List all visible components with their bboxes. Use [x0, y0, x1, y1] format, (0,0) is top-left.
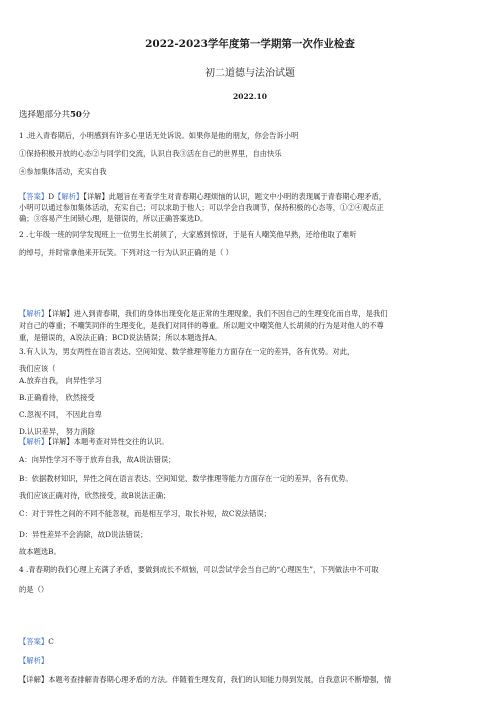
q3-stem: 3.有人认为，男女两性在语言表达、空间知觉、数学推理等能力方面存在一定的差异，各有优势。对此， — [19, 347, 355, 356]
q3-lead: 我们应该（ — [19, 364, 56, 373]
q1-analysis-text-1: 此题旨在考查学生对青春期心理烦恼的认识，题文中小明的表现属于青春期心理矛盾， — [108, 192, 387, 201]
section-score: 50 — [70, 110, 82, 120]
q1-answer: D — [48, 192, 55, 201]
q3-conclusion: 故本题选B。 — [19, 547, 61, 556]
q2-analysis-tag: 【解析】 — [19, 309, 49, 318]
q1-answer-tag: 【答案】 — [19, 192, 49, 201]
q4-stem: 4 .青春期的我们心理上充满了矛盾，要做到成长不烦恼，可以尝试学会当自己的“心理医生”，下列做法中不可取 — [19, 565, 379, 574]
q4-stem-cont: 的是（） — [19, 585, 49, 594]
q3-analysis-tag: 【解析】 — [19, 437, 49, 446]
q1-stem: 1 .进入青春期后，小明感到有许多心里话无处诉说。如果你是他的朋友，你会告诉小明 — [19, 131, 299, 140]
section-label: 选择题部分共 — [19, 110, 71, 120]
exam-title: 2022-2023学年度第一学期第一次作业检查 — [145, 38, 355, 50]
exam-date: 2022.10 — [233, 92, 267, 101]
section-heading — [19, 110, 485, 121]
q1-analysis-line-2: 小明可以通过参加集体活动，充实自己；可以求助于他人；可以学会自我调节，保持积极的心态等，①②④观点正 — [19, 203, 384, 212]
q3-analysis-line — [19, 437, 485, 447]
q2-detail-tag: 【详解】 — [48, 309, 74, 318]
q4-analysis-tag: 【解析】 — [19, 656, 49, 665]
q3-explain-d: D：异性差异不会消除，故D说法错误； — [19, 530, 148, 539]
q2-analysis-line-3: 重，是错误的，A说法正确；BCD说法错误；所以本题选择A。 — [19, 333, 222, 342]
q3-analysis-intro: 本题考查对异性交往的认识。 — [73, 437, 169, 446]
q3-option-d: D.认识差异， 努力消除 — [19, 427, 95, 436]
q4-answer: C — [48, 637, 54, 646]
q4-detail-line — [19, 675, 485, 685]
q2-analysis-text-1: 进入到青春期，我们的身体出现变化是正常的生理现象，我们不因自己的生理变化而自卑，是我们 — [73, 309, 388, 318]
q3-option-b: B.正确看待， 欣然接受 — [19, 393, 95, 402]
q3-option-c: C.忽视不同， 不因此自卑 — [19, 410, 102, 419]
q3-detail-tag: 【详解】 — [48, 437, 74, 446]
q1-analysis-line-1 — [19, 192, 485, 202]
q4-answer-tag: 【答案】 — [19, 637, 49, 646]
q2-analysis-line-2: 对自己的尊重；不嘲笑同伴的生理变化，是我们对同伴的尊重。所以题文中嘲笑他人长胡须的行为是对他人的不尊 — [19, 321, 384, 330]
exam-subtitle: 初二道德与法治试题 — [205, 68, 295, 79]
q2-stem-line-2: 的绰号，并时常拿他来开玩笑。下列对这一行为认识正确的是（ ） — [19, 248, 233, 257]
q4-detail-text: 本题考查排解青春期心理矛盾的方法。伴随着生理发育，我们的认知能力得到发展，自我意识不断增强，情 — [48, 675, 392, 684]
q4-answer-line — [19, 637, 485, 647]
q3-option-a: A.放弃自我， 向异性学习 — [19, 376, 102, 385]
q1-detail-tag: 【详解】 — [83, 192, 109, 201]
q3-explain-c: C：对于异性之间的不同不能忽视，而是相互学习，取长补短，故C说法错误； — [19, 509, 271, 518]
q1-analysis-line-3: 确；③容易产生闭锁心理，是错误的，所以正确答案选D。 — [19, 214, 208, 223]
q3-explain-a: A：向异性学习不等于放弃自我，故A说法错误； — [19, 455, 176, 464]
q2-stem-line-1: 2 .七年级一班的同学发现班上一位男生长胡须了，大家感到惊讶，于是有人嘲笑他早熟，还给他取了难听 — [19, 230, 357, 239]
q1-analysis-tag: 【解析】 — [54, 192, 84, 201]
q1-item-line-1: ①保持积极开放的心态②与同学们交流，认识自我③活在自己的世界里，自由快乐 — [19, 149, 282, 158]
q4-detail-tag: 【详解】 — [19, 675, 49, 684]
q1-item-line-2: ④参加集体活动，充实自我 — [19, 167, 107, 176]
section-unit: 分 — [81, 110, 91, 120]
q2-analysis-line-1 — [19, 309, 485, 319]
q4-analysis-heading — [19, 656, 485, 666]
q3-explain-b: B：依据教材知识，异性之间在语言表达、空间知觉、数学推理等能力方面存在一定的差异，各有优势。 — [19, 474, 353, 483]
q3-explain-b-cont: 我们应该正确对待，欣然接受，故B说法正确； — [19, 491, 171, 500]
